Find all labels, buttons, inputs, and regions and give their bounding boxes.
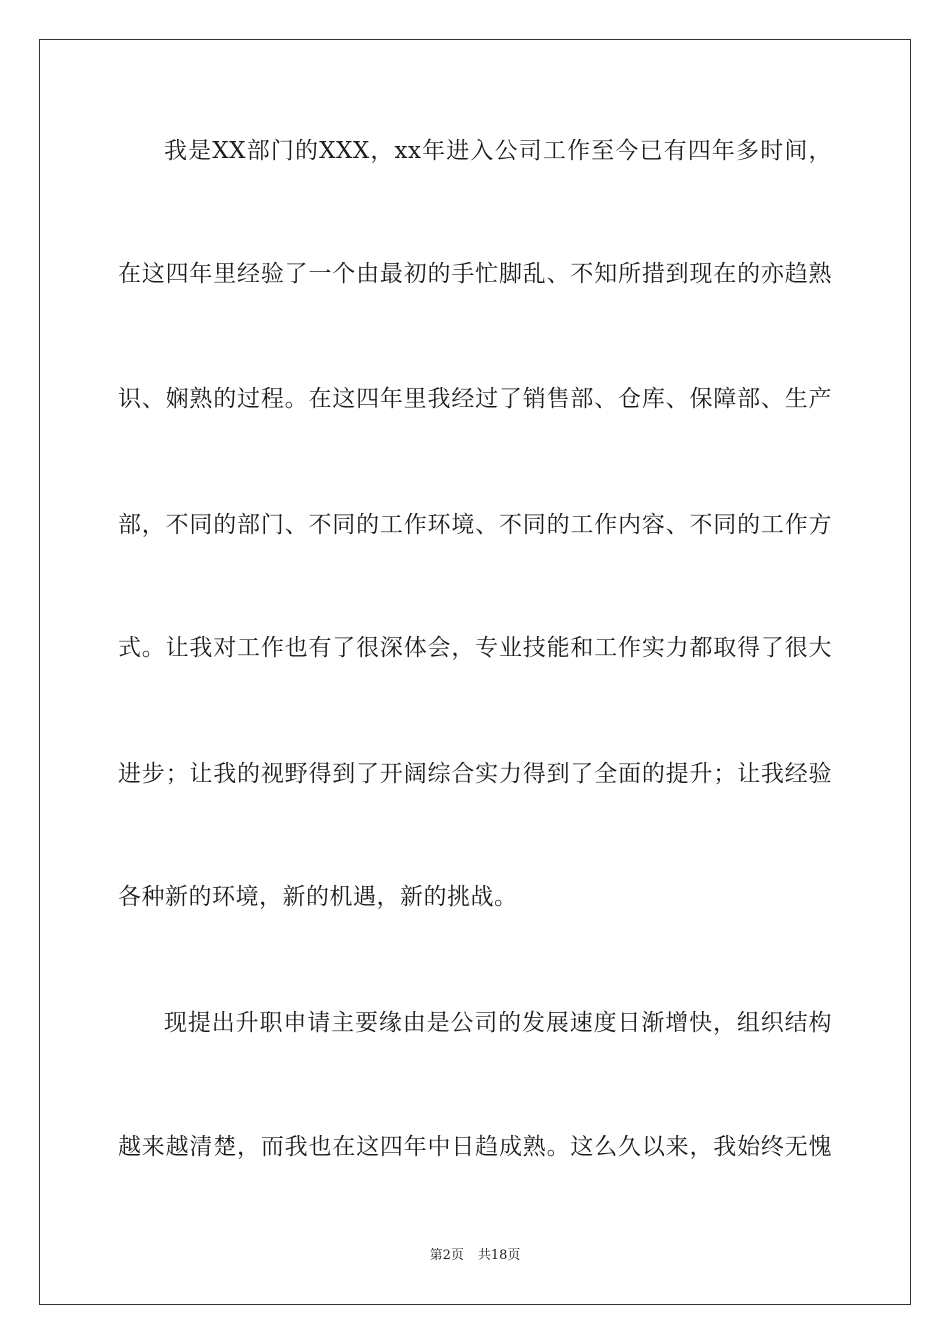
paragraph-1-line-6: 进步；让我的视野得到了开阔综合实力得到了全面的提升；让我经验	[118, 761, 832, 787]
page-footer	[0, 1247, 950, 1265]
paragraph-2-line-1: 现提出升职申请主要缘由是公司的发展速度日渐增快，组织结构	[164, 1010, 832, 1036]
paragraph-1-line-7: 各种新的环境，新的机遇，新的挑战。	[118, 884, 518, 910]
paragraph-2-line-2: 越来越清楚，而我也在这四年中日趋成熟。这么久以来，我始终无愧	[118, 1134, 832, 1160]
paragraph-1-line-5: 式。让我对工作也有了很深体会，专业技能和工作实力都取得了很大	[118, 635, 832, 661]
page-number: 第2页	[429, 1248, 464, 1263]
paragraph-1-line-2: 在这四年里经验了一个由最初的手忙脚乱、不知所措到现在的亦趋熟	[118, 261, 832, 287]
page-border	[39, 39, 911, 1305]
paragraph-1-line-3: 识、娴熟的过程。在这四年里我经过了销售部、仓库、保障部、生产	[118, 386, 832, 412]
page-total: 共18页	[477, 1248, 521, 1263]
paragraph-1-line-4: 部，不同的部门、不同的工作环境、不同的工作内容、不同的工作方	[118, 512, 832, 538]
paragraph-1-line-1: 我是XX部门的XXX，xx年进入公司工作至今已有四年多时间，	[164, 138, 832, 164]
